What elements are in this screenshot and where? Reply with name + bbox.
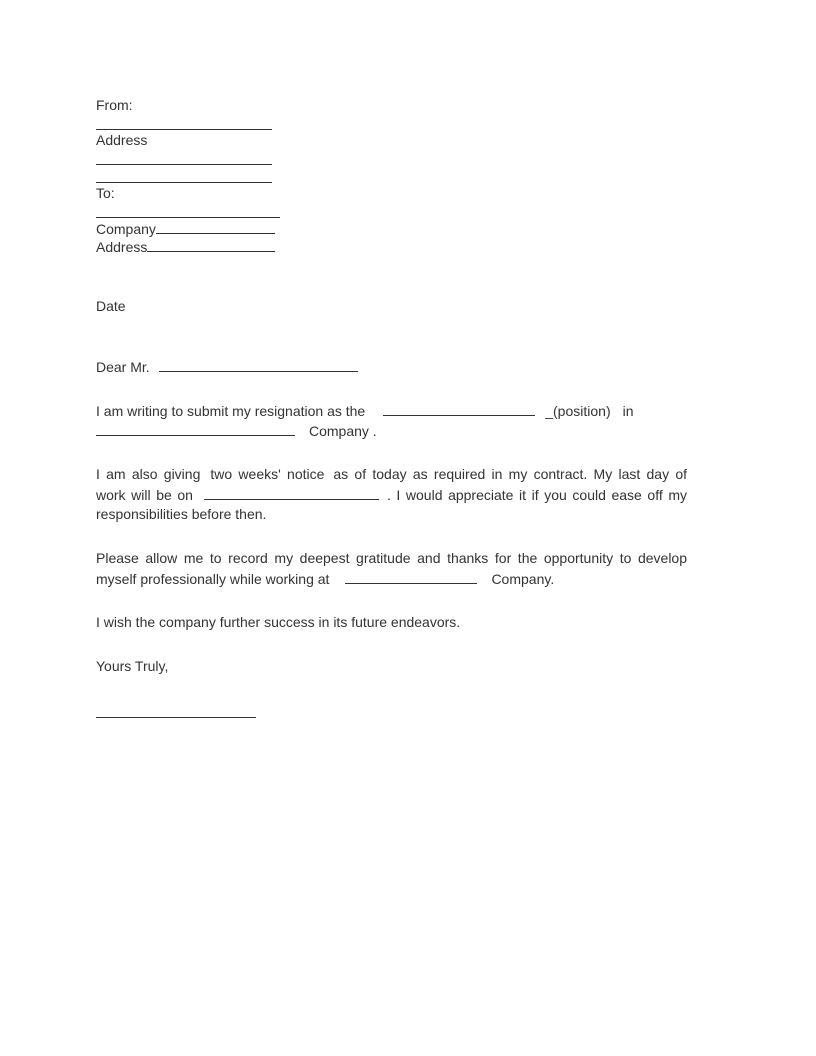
letter-page (96, 0, 696, 1056)
para2-line1 (96, 466, 687, 482)
from-address-blank-1 (96, 151, 272, 165)
from-label: From: (96, 97, 133, 113)
date-label: Date (96, 298, 126, 314)
para2-a: I am also giving (96, 466, 201, 482)
to-company-blank (156, 220, 275, 234)
para1-line2 (96, 422, 377, 439)
closing: Yours Truly, (96, 658, 169, 674)
to-company-label: Company (96, 221, 156, 237)
para3-company: Company. (491, 571, 555, 587)
signature-blank (96, 704, 256, 718)
salutation-line (96, 358, 358, 375)
recipient-name-blank (159, 358, 358, 372)
para2-d: work will be on (96, 487, 193, 503)
para2-line3: responsibilities before then. (96, 506, 267, 522)
company-blank-1 (96, 422, 295, 436)
position-blank (383, 402, 535, 416)
para2-c: as of today as required in my contract. My last day of (333, 466, 687, 482)
para3-line1: Please allow me to record my deepest gratitude and thanks for the opportunity to develop (96, 550, 687, 566)
para1-line1 (96, 402, 634, 419)
to-address-label: Address (96, 239, 148, 255)
from-address-label: Address (96, 132, 148, 148)
salutation: Dear Mr. (96, 359, 150, 375)
from-address-blank-2 (96, 169, 272, 183)
last-day-blank (204, 486, 379, 500)
para3-a: myself professionally while working at (96, 571, 330, 587)
para4: I wish the company further success in its future endeavors. (96, 614, 461, 630)
from-name-blank (96, 116, 272, 130)
para2-e: . I would appreciate it if you could ease off my (386, 487, 687, 503)
position-label: _(position) (545, 403, 611, 419)
to-label: To: (96, 185, 115, 201)
para2-line2 (96, 486, 687, 503)
para3-line2 (96, 570, 554, 587)
para1-company: Company . (309, 423, 377, 439)
to-address-blank (147, 238, 275, 252)
para1-in: in (622, 403, 634, 419)
para1-text: I am writing to submit my resignation as the (96, 403, 366, 419)
two-weeks-notice: two weeks' notice (210, 466, 325, 482)
to-address-line (96, 238, 275, 255)
to-company-line (96, 220, 275, 237)
to-name-blank (96, 204, 280, 218)
company-blank-2 (345, 570, 477, 584)
